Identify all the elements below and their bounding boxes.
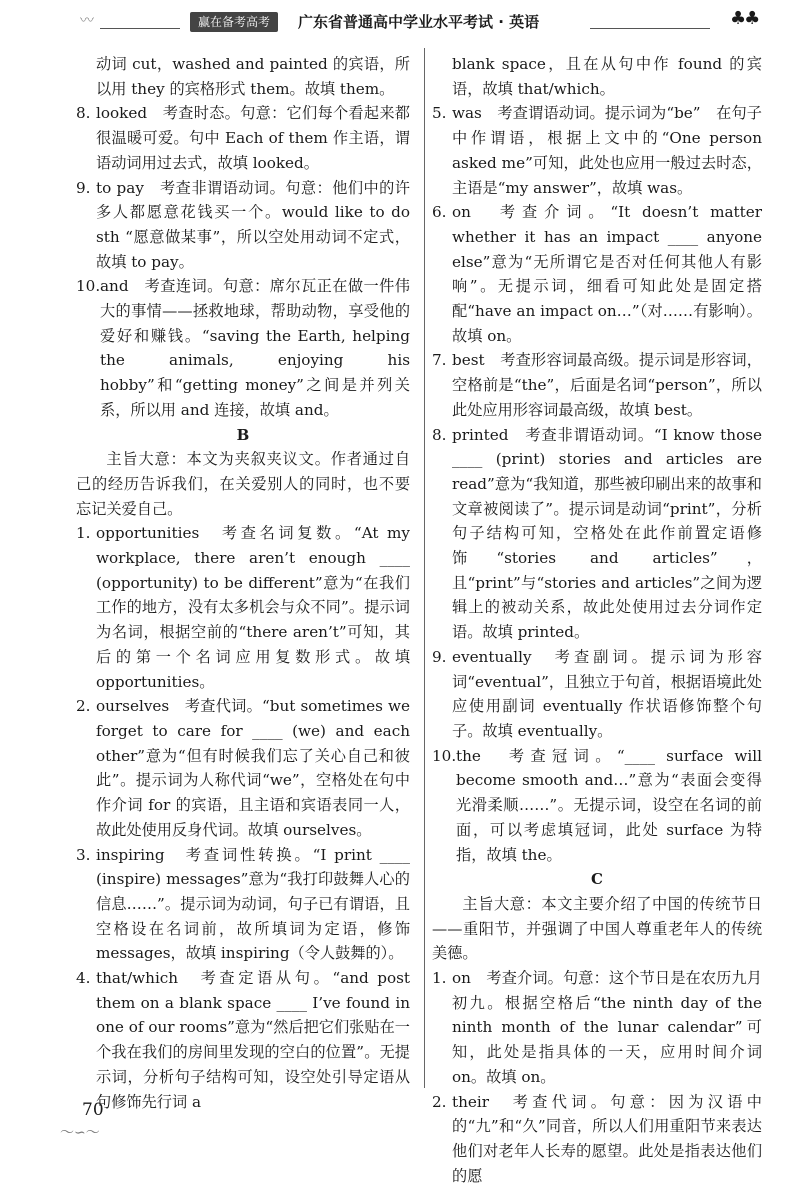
- answer-item: [432, 1090, 762, 1188]
- answer-item: [432, 645, 762, 744]
- item-number: 8.: [76, 104, 91, 123]
- item-number: 7.: [432, 351, 447, 370]
- item-text: opportunities 考查名词复数。“At my workplace, there aren’t enough ____ (opportunity) to be different”意为“在我们工作的地方，没有太多机会与众不同”。提示词为名词，根据空前的“there aren’t”可知，其后的第一个名词应用复数形式。故填 opportunities。: [96, 524, 410, 691]
- item-number: 1.: [76, 524, 91, 543]
- section-title-c: C: [591, 870, 603, 889]
- section-intro: 主旨大意：本文为夹叙夹议文。作者通过自己的经历告诉我们，在关爱别人的同时，也不要忘记关爱自己。: [76, 450, 410, 518]
- item-number: 2.: [432, 1092, 447, 1111]
- item-number: 9.: [432, 647, 447, 666]
- answer-item: [432, 423, 762, 645]
- item-text: their 考查代词。句意：因为汉语中的“九”和“久”同音，所以人们用重阳节来表达他们对老年人长寿的愿望。此处是指表达他们的愿: [452, 1092, 762, 1185]
- answer-item: [76, 176, 410, 275]
- page-number: 70: [82, 1100, 104, 1120]
- item-text: was 考查谓语动词。提示词为“be” 在句子中作谓语，根据上文中的“One person asked me”可知，此处也应用一般过去时态，主语是“my answer”，故填 was。: [452, 104, 762, 197]
- item-number: 3.: [76, 845, 91, 864]
- continuation-text: blank space，且在从句中作 found 的宾语，故填 that/which。: [452, 55, 762, 98]
- left-column: [76, 52, 410, 1114]
- page-footer: [60, 1094, 180, 1141]
- answer-item: [76, 843, 410, 967]
- item-number: 10.: [76, 277, 101, 296]
- answer-item: [432, 966, 762, 1090]
- header-title: 广东省普通高中学业水平考试 · 英语: [298, 13, 540, 31]
- answer-item: [432, 348, 762, 422]
- answer-item: [76, 274, 410, 422]
- continuation-text: 动词 cut，washed and painted 的宾语，所以用 they 的宾格形式 them。故填 them。: [96, 55, 410, 98]
- section-intro: 主旨大意：本文主要介绍了中国的传统节日——重阳节，并强调了中国人尊重老年人的传统美德。: [432, 894, 762, 963]
- item-text: ourselves 考查代词。“but sometimes we forget to care for ____ (we) and each other”意为“但有时候我们忘了关心自己和彼此”。提示词为人称代词“we”，空格处在句中作介词 for 的宾语，且主语和宾语表同一人，故此处使用反身代词。故填 ourselves。: [96, 697, 410, 839]
- item-number: 1.: [432, 969, 447, 988]
- header-rule-right: [590, 28, 710, 29]
- answer-item: [76, 694, 410, 842]
- item-text: eventually 考查副词。提示词为形容词“eventual”，且独立于句首，根据语境此处应使用副词 eventually 作状语修饰整个句子。故填 eventually。: [452, 647, 762, 740]
- series-badge: 赢在备考高考: [190, 12, 278, 32]
- answer-item: [432, 744, 762, 868]
- answer-item: [76, 101, 410, 175]
- header-rule-left: [100, 28, 180, 29]
- answer-item: [432, 101, 762, 200]
- item-text: on 考查介词。“It doesn’t matter whether it has an impact ____ anyone else”意为“无所谓它是否对任何其他人有影响”。无提示词，细看可知此处是固定搭配“have an impact on…”（对……有影响）。故填 on。: [452, 203, 762, 345]
- answer-item: [432, 200, 762, 348]
- answer-item: [76, 966, 410, 1114]
- answer-item: [76, 521, 410, 694]
- item-number: 10.: [432, 746, 457, 765]
- item-number: 5.: [432, 104, 447, 123]
- column-divider: [424, 48, 425, 1088]
- section-title-b: B: [236, 425, 250, 444]
- page-header: [70, 8, 770, 34]
- item-text: inspiring 考查词性转换。“I print ____ (inspire) messages”意为“我打印鼓舞人心的信息……”。提示词为动词，句子已有谓语，且空格设在名词前，故所填词为定语，修饰 messages，故填 inspiring（令人鼓舞的）。: [96, 845, 410, 963]
- item-number: 9.: [76, 178, 91, 197]
- right-column: [432, 52, 762, 1188]
- item-number: 2.: [76, 697, 91, 716]
- swirl-ornament-icon: ～∽～: [60, 1125, 100, 1141]
- item-text: on 考查介词。句意：这个节日是在农历九月初九。根据空格后“the ninth day of the ninth month of the lunar calendar”可知，此处是指具体的一天，应用时间介词 on。故填 on。: [452, 969, 762, 1086]
- item-text: looked 考查时态。句意：它们每个看起来都很温暖可爱。句中 Each of them 作主语，谓语动词用过去式，故填 looked。: [96, 104, 410, 172]
- item-text: that/which 考查定语从句。“and post them on a blank space ____ I’ve found in one of our rooms”意为“然后把它们张贴在一个我在我们的房间里发现的空白的位置”。无提示词，分析句子结构可知，设空处引导定语从句修饰先行词 a: [96, 969, 410, 1111]
- item-text: to pay 考查非谓语动词。句意：他们中的许多人都愿意花钱买一个。would like to do sth “愿意做某事”，所以空处用动词不定式，故填 to pay。: [96, 178, 410, 271]
- item-number: 6.: [432, 203, 447, 222]
- ornament-icon: 〰: [80, 13, 94, 29]
- item-number: 4.: [76, 969, 91, 988]
- item-text: printed 考查非谓语动词。“I know those ____ (print) stories and articles are read”意为“我知道，那些被印刷出来的故事和文章被阅读了”。提示词是动词“print”，分析句子结构可知，空格处在此作前置定语修饰“stories and articles”，且“print”与“stories and articles”之间为逻辑上的被动关系，故此处使用过去分词作定语。故填 printed。: [452, 425, 762, 642]
- plant-ornament-icon: ♣♣: [730, 8, 759, 29]
- item-text: best 考查形容词最高级。提示词是形容词，空格前是“the”，后面是名词“person”，所以此处应用形容词最高级，故填 best。: [452, 351, 762, 419]
- item-text: the 考查冠词。“____ surface will become smooth and…”意为“表面会变得光滑柔顺……”。无提示词，设空在名词的前面，可以考虑填冠词，此处 surface 为特指，故填 the。: [456, 746, 762, 864]
- item-text: and 考查连词。句意：席尔瓦正在做一件伟大的事情——拯救地球，帮助动物，享受他的爱好和赚钱。“saving the Earth, helping the animals, enjoying his hobby”和“getting money”之间是并列关系，所以用 and 连接，故填 and。: [100, 277, 410, 419]
- item-number: 8.: [432, 425, 447, 444]
